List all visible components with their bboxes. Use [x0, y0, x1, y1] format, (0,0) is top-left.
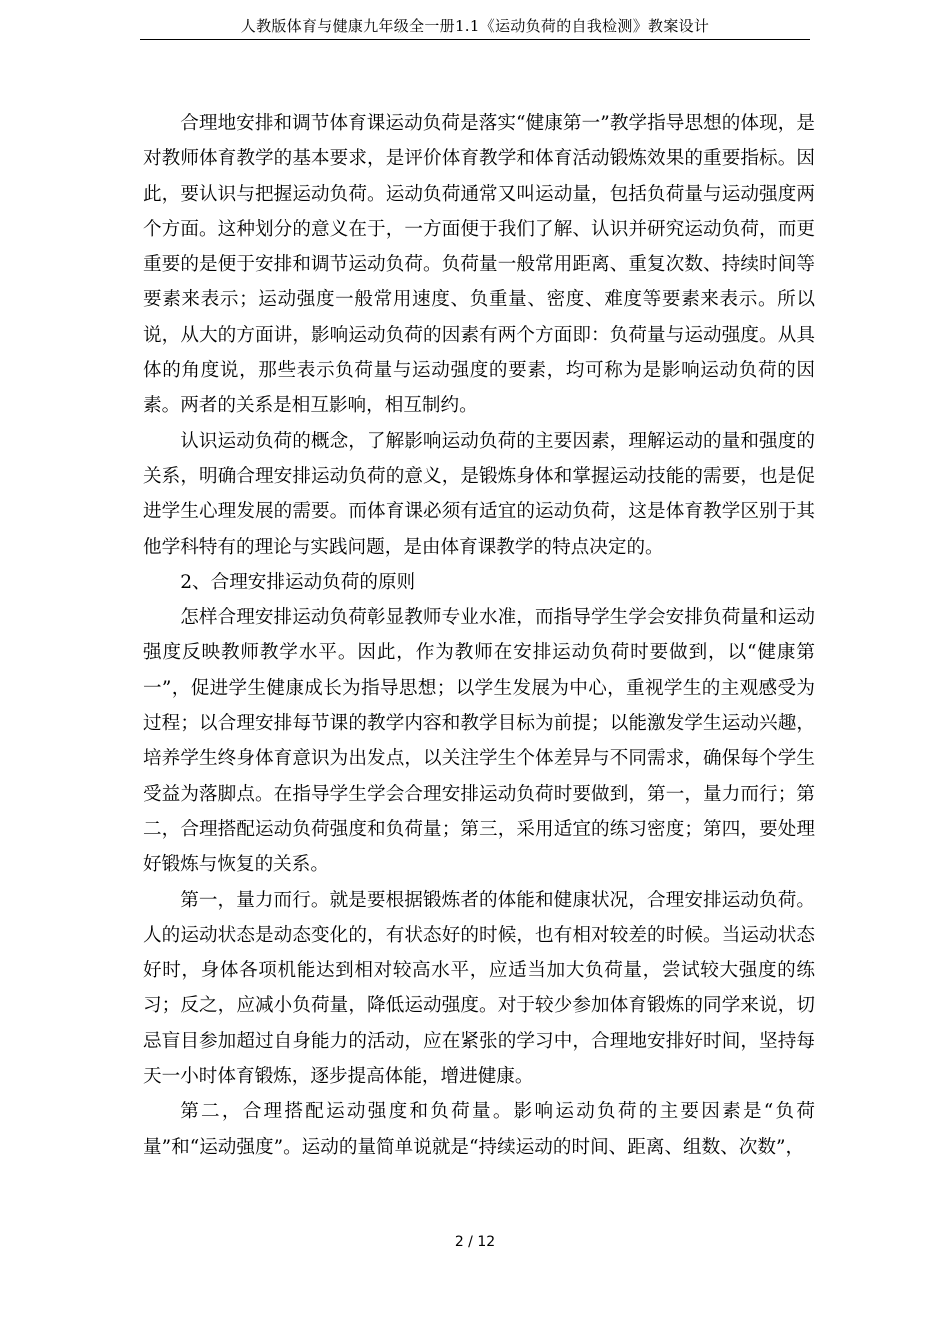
- paragraph-2: 认识运动负荷的概念，了解影响运动负荷的主要因素，理解运动的量和强度的关系，明确合理安排运动负荷的意义，是锻炼身体和掌握运动技能的需要，也是促进学生心理发展的需要。而体育课必须有适宜的运动负荷，这是体育教学区别于其他学科特有的理论与实践问题，是由体育课教学的特点决定的。: [143, 430, 815, 558]
- document-body: [143, 106, 815, 1165]
- paragraph-5: 第二，合理搭配运动强度和负荷量。影响运动负荷的主要因素是“负荷量”和“运动强度”。运动的量简单说就是“持续运动的时间、距离、组数、次数”，: [143, 1101, 815, 1158]
- paragraph-4: 第一，量力而行。就是要根据锻炼者的体能和健康状况，合理安排运动负荷。人的运动状态是动态变化的，有状态好的时候，也有相对较差的时候。当运动状态好时，身体各项机能达到相对较高水平，应适当加大负荷量，尝试较大强度的练习；反之，应减小负荷量，降低运动强度。对于较少参加体育锻炼的同学来说，切忌盲目参加超过自身能力的活动，应在紧张的学习中，合理地安排好时间，坚持每天一小时体育锻炼，逐步提高体能，增进健康。: [143, 889, 815, 1088]
- page-number: 2 / 12: [454, 1234, 496, 1250]
- page-header: 人教版体育与健康九年级全一册1.1《运动负荷的自我检测》教案设计: [140, 16, 810, 40]
- paragraph-3: 怎样合理安排运动负荷彰显教师专业水准，而指导学生学会安排负荷量和运动强度反映教师教学水平。因此，作为教师在安排运动负荷时要做到，以“健康第一”，促进学生健康成长为指导思想；以学生发展为中心，重视学生的主观感受为过程；以合理安排每节课的教学内容和教学目标为前提；以能激发学生运动兴趣，培养学生终身体育意识为出发点，以关注学生个体差异与不同需求，确保每个学生受益为落脚点。在指导学生学会合理安排运动负荷时要做到，第一，量力而行；第二，合理搭配运动负荷强度和负荷量；第三，采用适宜的练习密度；第四，要处理好锻炼与恢复的关系。: [143, 607, 815, 876]
- paragraph-1: 合理地安排和调节体育课运动负荷是落实“健康第一”教学指导思想的体现，是对教师体育教学的基本要求，是评价体育教学和体育活动锻炼效果的重要指标。因此，要认识与把握运动负荷。运动负荷通常又叫运动量，包括负荷量与运动强度两个方面。这种划分的意义在于，一方面便于我们了解、认识并研究运动负荷，而更重要的是便于安排和调节运动负荷。负荷量一般常用距离、重复次数、持续时间等要素来表示；运动强度一般常用速度、负重量、密度、难度等要素来表示。所以说，从大的方面讲，影响运动负荷的因素有两个方面即：负荷量与运动强度。从具体的角度说，那些表示负荷量与运动强度的要素，均可称为是影响运动负荷的因素。两者的关系是相互影响，相互制约。: [143, 113, 815, 417]
- section-heading: 2、合理安排运动负荷的原则: [180, 571, 416, 593]
